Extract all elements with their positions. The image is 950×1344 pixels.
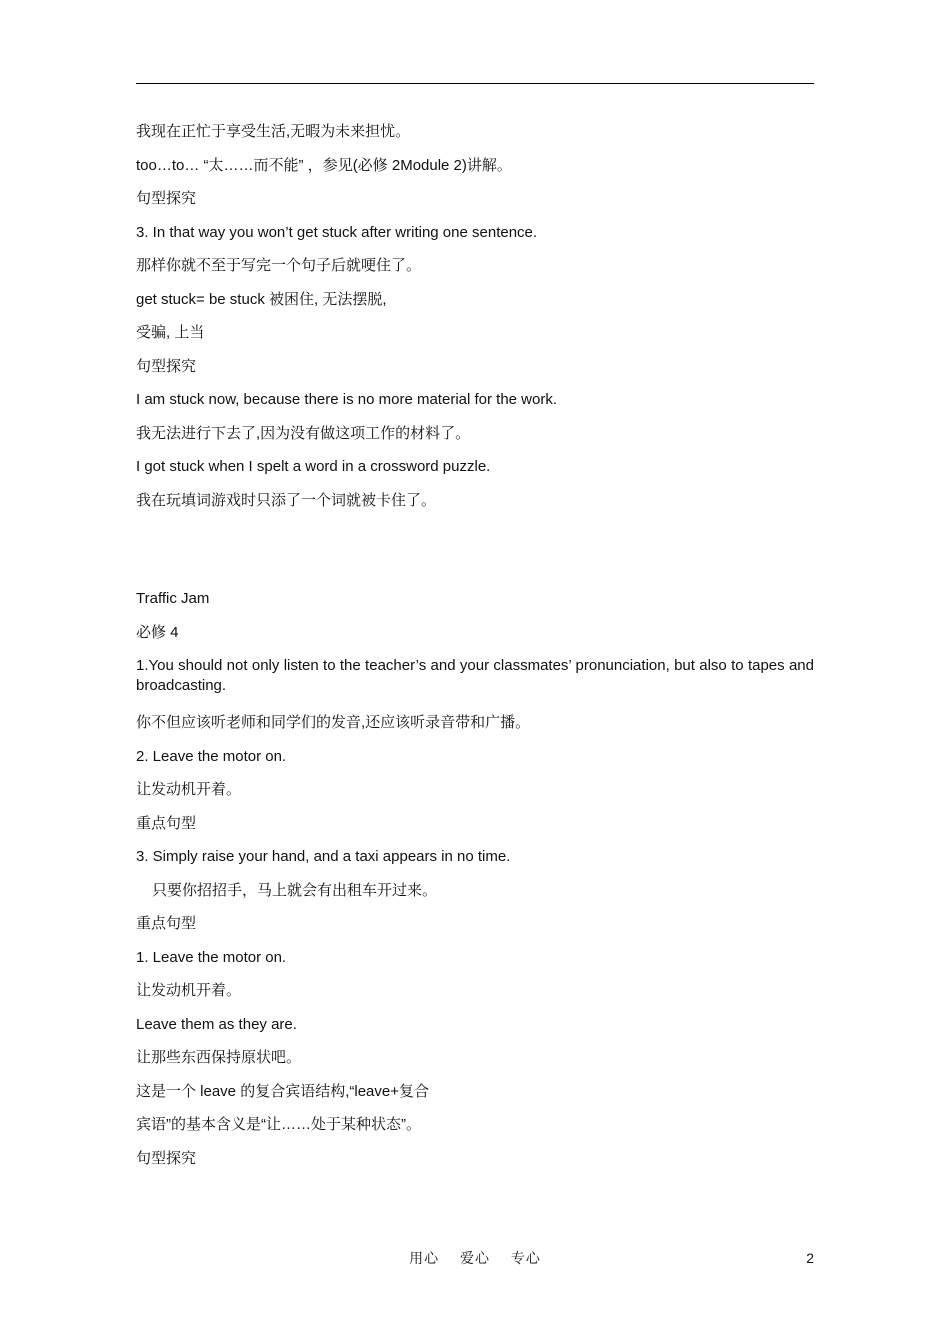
text-line: 宾语”的基本含义是“让……处于某种状态”。 [136,1116,421,1133]
footer-motto-word: 爱心 [460,1250,490,1266]
text-line: too…to… “太……而不能” ，参见(必修 2Module 2)讲解。 [136,156,512,174]
text-line: 让那些东西保持原状吧。 [136,1049,302,1066]
text-line: 1. Leave the motor on. [136,948,287,966]
text-line: 让发动机开着。 [136,982,242,999]
text-line-wrapped: 1.You should not only listen to the teacher’s and your classmates’ pronunciation, but also to tapes and broadcasting. [136,657,814,694]
text-line: 我无法进行下去了,因为没有做这项工作的材料了。 [136,424,471,442]
text-line: 这是一个 leave 的复合宾语结构,“leave+复合 [136,1082,429,1100]
footer-motto-word: 用心 [409,1250,440,1266]
text-line: 3. In that way you won’t get stuck after writing one sentence. [136,223,538,241]
section-heading: 句型探究 [136,1149,197,1167]
paragraph-gap [136,524,814,589]
text-line-indented: 只要你招招手，马上就会有出租车开过来。 [152,881,438,899]
text-line: 那样你就不至于写完一个句子后就哽住了。 [136,257,422,274]
text-line: I am stuck now, because there is no more material for the work. [136,391,558,408]
module-label: 必修 4 [136,623,179,641]
text-line: 我现在正忙于享受生活,无暇为未来担忧。 [136,123,411,140]
text-line: Leave them as they are. [136,1015,297,1033]
section-heading: 重点句型 [136,814,197,832]
page-number: 2 [806,1250,814,1266]
section-heading: 重点句型 [136,915,197,932]
document-body [136,122,814,1182]
text-line: 2. Leave the motor on. [136,747,287,765]
section-heading: 句型探究 [136,190,197,207]
footer-motto-word: 专心 [510,1250,541,1266]
text-line: 让发动机开着。 [136,781,242,798]
text-line: 受骗, 上当 [136,324,205,341]
section-heading: 句型探究 [136,357,197,375]
header-rule [136,83,814,84]
text-line: 3. Simply raise your hand, and a taxi appears in no time. [136,848,511,865]
unit-title: Traffic Jam [136,590,210,607]
text-line: get stuck= be stuck 被困住, 无法摆脱, [136,290,387,308]
text-line: 我在玩填词游戏时只添了一个词就被卡住了。 [136,491,437,509]
text-line: I got stuck when I spelt a word in a crossword puzzle. [136,458,491,475]
text-line: 你不但应该听老师和同学们的发音,还应该听录音带和广播。 [136,714,531,731]
